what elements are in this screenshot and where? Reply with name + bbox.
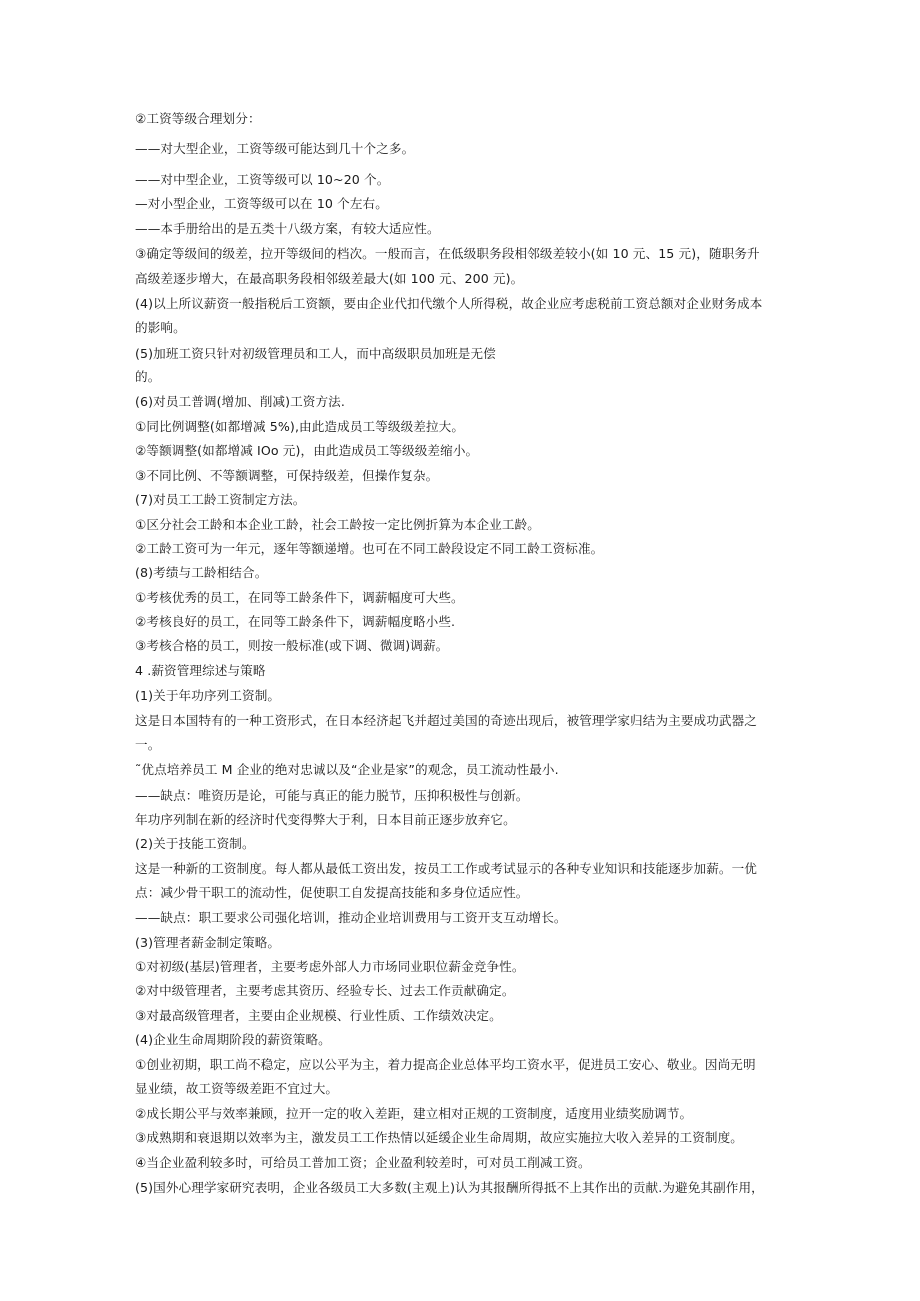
text-line: ②成长期公平与效率兼顾，拉开一定的收入差距，建立相对正规的工资制度，适度用业绩奖励调节。: [135, 1106, 693, 1121]
text-line: 这是一种新的工资制度。每人都从最低工资出发，按员工工作或考试显示的各种专业知识和技能逐步加薪。一优: [135, 861, 757, 876]
text-line: ③确定等级间的级差，拉开等级间的档次。一般而言，在低级职务段相邻级差较小(如 10 元、15 元)，随职务升: [135, 246, 760, 261]
text-line: ③不同比例、不等额调整，可保持级差，但操作复杂。: [135, 468, 439, 483]
text-line: ②考核良好的员工，在同等工龄条件下，调薪幅度略小些.: [135, 614, 456, 629]
text-line: 的影响。: [135, 320, 186, 335]
text-line: (3)管理者薪金制定策略。: [135, 935, 281, 950]
text-line: ——对大型企业，工资等级可能达到几十个之多。: [135, 141, 415, 156]
text-line: 的。: [135, 369, 161, 384]
text-line: ①对初级(基层)管理者，主要考虑外部人力市场同业职位薪金竞争性。: [135, 959, 525, 974]
text-line: ②对中级管理者，主要考虑其资历、经验专长、过去工作贡献确定。: [135, 983, 515, 998]
text-line: ˜优点培养员工 M 企业的绝对忠诚以及“企业是家”的观念，员工流动性最小.: [135, 762, 559, 777]
text-line: ③考核合格的员工，则按一般标准(或下调、微调)调薪。: [135, 638, 449, 653]
text-line: (5)国外心理学家研究表明，企业各级员工大多数(主观上)认为其报酬所得抵不上其作出的贡献.为避免其副作用，: [135, 1180, 764, 1195]
text-line: ——缺点：唯资历是论，可能与真正的能力脱节，压抑积极性与创新。: [135, 788, 529, 803]
text-line: ④当企业盈利较多时，可给员工普加工资；企业盈利较差时，可对员工削减工资。: [135, 1155, 591, 1170]
text-line: ——对中型企业，工资等级可以 10~20 个。: [135, 172, 390, 187]
text-line: ①区分社会工龄和本企业工龄，社会工龄按一定比例折算为本企业工龄。: [135, 517, 540, 532]
text-line: ②等额调整(如都增减 IOo 元)，由此造成员工等级级差缩小。: [135, 443, 479, 458]
text-line: 显业绩，故工资等级差距不宜过大。: [135, 1081, 339, 1096]
text-line: (8)考绩与工龄相结合。: [135, 565, 268, 580]
text-line: (4)企业生命周期阶段的薪资策略。: [135, 1032, 331, 1047]
text-line: (4)以上所议薪资一般指税后工资额，要由企业代扣代缴个人所得税，故企业应考虑税前工资总额对企业财务成本: [135, 296, 763, 311]
text-line: (6)对员工普调(增加、削减)工资方法.: [135, 394, 345, 409]
text-line: (5)加班工资只针对初级管理员和工人，而中高级职员加班是无偿: [135, 346, 496, 361]
text-line: ③成熟期和衰退期以效率为主，激发员工工作热情以延缓企业生命周期，故应实施拉大收入差异的工资制度。: [135, 1130, 743, 1145]
text-line: ——本手册给出的是五类十八级方案，有较大适应性。: [135, 221, 440, 236]
text-line: 年功序列制在新的经济时代变得弊大于利，日本目前正逐步放弃它。: [135, 812, 516, 827]
text-line: (7)对员工工龄工资制定方法。: [135, 492, 306, 507]
text-line: ③对最高级管理者，主要由企业规模、行业性质、工作绩效决定。: [135, 1008, 502, 1023]
text-line: 这是日本国特有的一种工资形式，在日本经济起飞并超过美国的奇迹出现后，被管理学家归结为主要成功武器之: [135, 713, 757, 728]
text-line: 4 .薪资管理综述与策略: [135, 663, 266, 678]
text-line: 点：减少骨干职工的流动性，促使职工自发提高技能和多身位适应性。: [135, 885, 529, 900]
text-line: ——缺点：职工要求公司强化培训，推动企业培训费用与工资开支互动增长。: [135, 910, 567, 925]
text-line: ①同比例调整(如都增减 5%),由此造成员工等级级差拉大。: [135, 419, 465, 434]
text-line: ②工资等级合理划分：: [135, 111, 261, 126]
text-line: ①创业初期，职工尚不稳定，应以公平为主，着力提高企业总体平均工资水平，促进员工安心、敬业。因尚无明: [135, 1057, 756, 1072]
text-line: ②工龄工资可为一年元，逐年等额递增。也可在不同工龄段设定不同工龄工资标准。: [135, 541, 604, 556]
text-line: 高级差逐步增大，在最高职务段相邻级差最大(如 100 元、200 元)。: [135, 271, 524, 286]
text-line: 一。: [135, 737, 161, 752]
text-line: (1)关于年功序列工资制。: [135, 688, 281, 703]
text-line: ①考核优秀的员工，在同等工龄条件下，调薪幅度可大些。: [135, 590, 464, 605]
text-line: —对小型企业，工资等级可以在 10 个左右。: [135, 196, 388, 211]
text-line: (2)关于技能工资制。: [135, 836, 255, 851]
